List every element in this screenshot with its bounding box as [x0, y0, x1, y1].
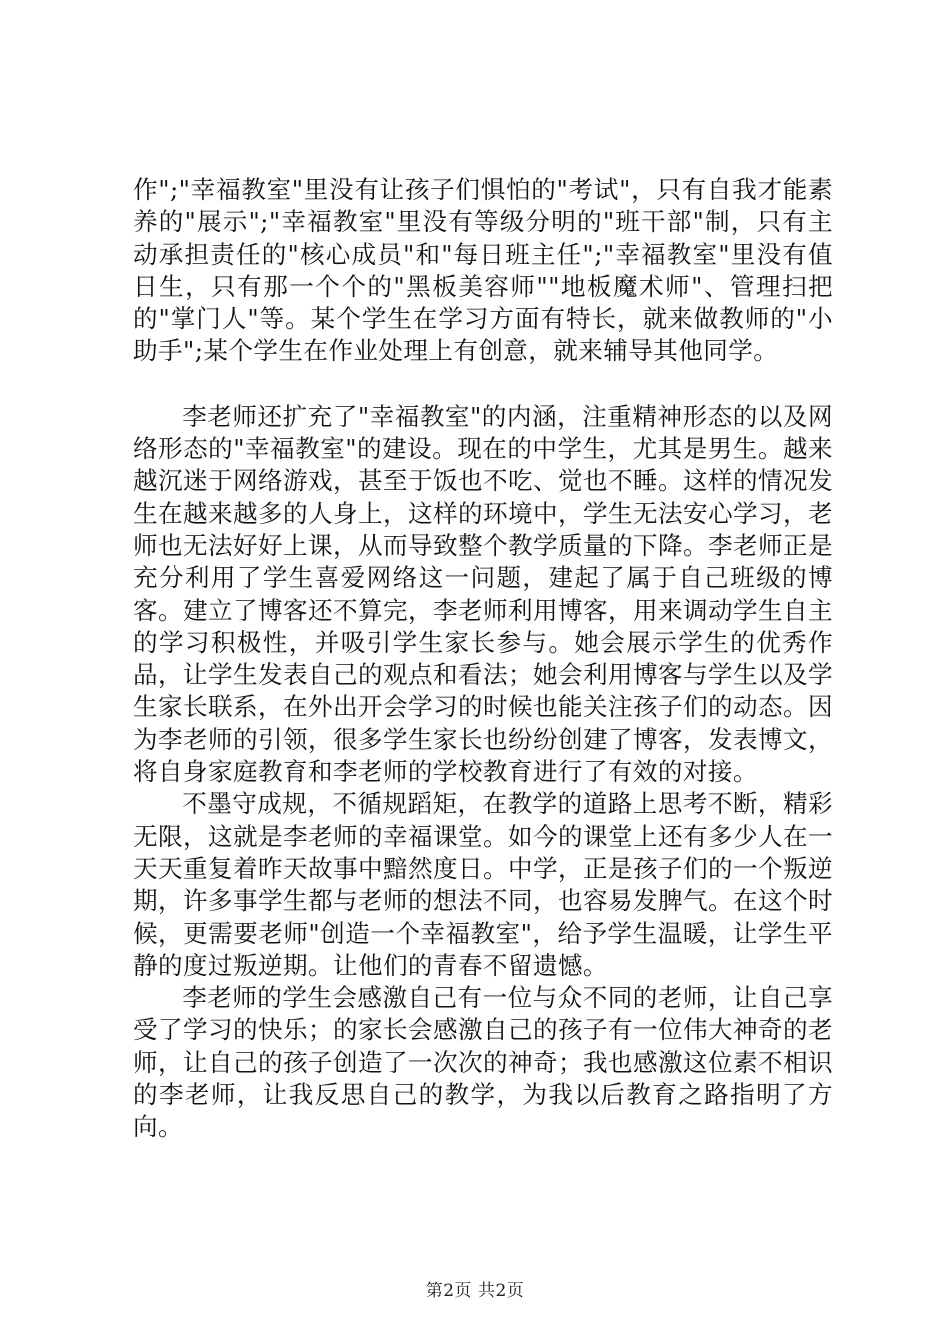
paragraph-blog: 李老师还扩充了"幸福教室"的内涵，注重精神形态的以及网络形态的"幸福教室"的建设。现在的中学生，尤其是男生。越来越沉迷于网络游戏，甚至于饭也不吃、觉也不睡。这样的情况发生在越来越多的人身上，这样的环境中，学生无法安心学习，老师也无法好好上课，从而导致整个教学质量的下降。李老师正是充分利用了学生喜爱网络这一问题，建起了属于自己班级的博客。建立了博客还不算完，李老师利用博客，用来调动学生自主的学习积极性，并吸引学生家长参与。她会展示学生的优秀作品，让学生发表自己的观点和看法；她会利用博客与学生以及学生家长联系，在外出开会学习的时候也能关注孩子们的动态。因为李老师的引领，很多学生家长也纷纷创建了博客，发表博文，将自身家庭教育和李老师的学校教育进行了有效的对接。	[133, 401, 833, 787]
paragraph-gratitude: 李老师的学生会感激自己有一位与众不同的老师，让自己享受了学习的快乐；的家长会感激自己的孩子有一位伟大神奇的老师，让自己的孩子创造了一次次的神奇；我也感激这位素不相识的李老师，让我反思自己的教学，为我以后教育之路指明了方向。	[133, 983, 833, 1142]
document-body	[133, 174, 833, 1144]
page-number-footer: 第2页 共2页	[425, 1281, 525, 1301]
paragraph-continued: 作";"幸福教室"里没有让孩子们惧怕的"考试"，只有自我才能素养的"展示";"幸福教室"里没有等级分明的"班干部"制，只有主动承担责任的"核心成员"和"每日班主任";"幸福教室"里没有值日生，只有那一个个的"黑板美容师""地板魔术师"、管理扫把的"掌门人"等。某个学生在学习方面有特长，就来做教师的"小助手";某个学生在作业处理上有创意，就来辅导其他同学。	[133, 175, 833, 366]
paragraph-happy-classroom: 不墨守成规，不循规蹈矩，在教学的道路上思考不断，精彩无限，这就是李老师的幸福课堂。如今的课堂上还有多少人在一天天重复着昨天故事中黯然度日。中学，正是孩子们的一个叛逆期，许多事学生都与老师的想法不同，也容易发脾气。在这个时候，更需要老师"创造一个幸福教室"，给予学生温暖，让学生平静的度过叛逆期。让他们的青春不留遗憾。	[133, 789, 833, 980]
